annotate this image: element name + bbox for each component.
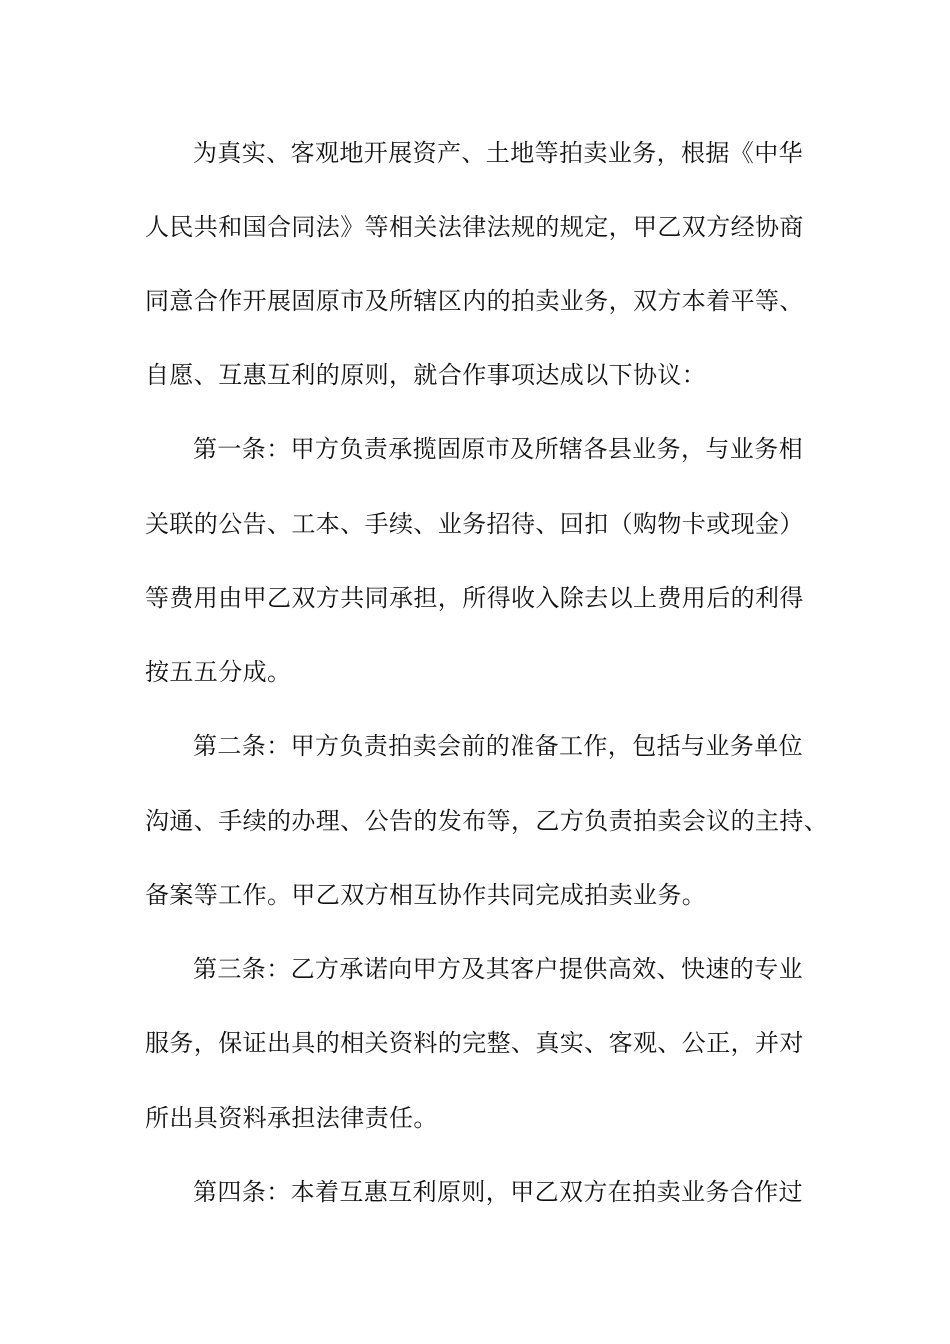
text-line: 关联的公告、工本、手续、业务招待、回扣（购物卡或现金） [145,510,804,538]
text-line: 第一条：甲方负责承揽固原市及所辖各县业务，与业务相 [193,435,803,463]
text-line: 为真实、客观地开展资产、土地等拍卖业务，根据《中华 [193,139,803,167]
text-line: 等费用由甲乙双方共同承担，所得收入除去以上费用后的利得 [145,584,804,612]
text-line: 第三条：乙方承诺向甲方及其客户提供高效、快速的专业 [193,955,803,983]
text-line: 所出具资料承担法律责任。 [145,1104,438,1132]
text-line: 人民共和国合同法》等相关法律法规的规定，甲乙双方经协商 [145,213,804,241]
text-line: 第二条：甲方负责拍卖会前的准备工作，包括与业务单位 [193,732,803,760]
text-line: 同意合作开展固原市及所辖区内的拍卖业务，双方本着平等、 [145,287,804,315]
text-line: 备案等工作。甲乙双方相互协作共同完成拍卖业务。 [145,881,707,909]
text-line: 第四条：本着互惠互利原则，甲乙双方在拍卖业务合作过 [193,1178,803,1206]
text-line: 自愿、互惠互利的原则，就合作事项达成以下协议： [145,361,707,389]
text-line: 沟通、手续的办理、公告的发布等，乙方负责拍卖会议的主持、 [145,807,829,835]
text-line: 按五五分成。 [145,658,292,686]
text-line: 服务，保证出具的相关资料的完整、真实、客观、公正，并对 [145,1029,804,1057]
